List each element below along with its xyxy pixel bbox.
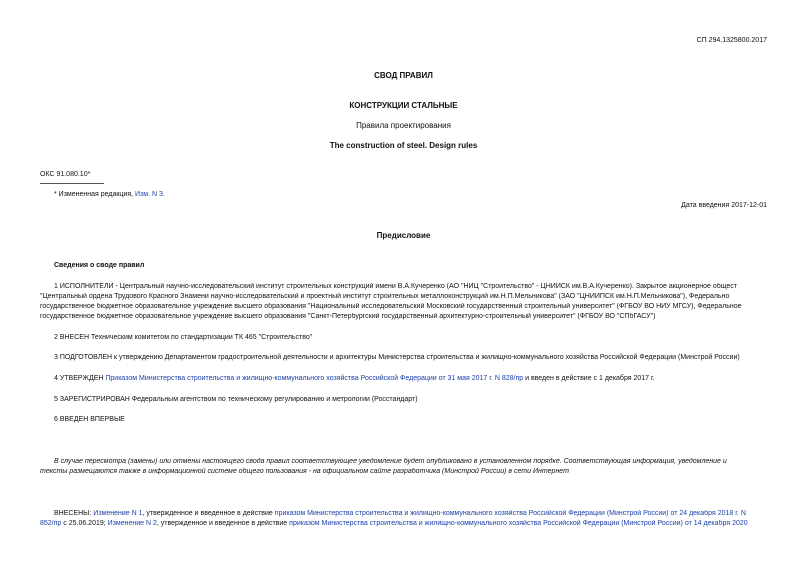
document-title: КОНСТРУКЦИИ СТАЛЬНЫЕ bbox=[349, 101, 458, 110]
change-1-date: с 25.06.2019; bbox=[63, 520, 106, 527]
intro-date: Дата введения 2017-12-01 bbox=[681, 202, 767, 209]
notice-line-1: В случае пересмотра (замены) или отмены настоящего свода правил соответствующее уведомление будет опубликовано в установленном порядке. Соответствующая информация, уведомление и bbox=[54, 458, 727, 465]
preface-item-4 bbox=[54, 375, 655, 382]
change-2-text: , утвержденное и введенное в действие bbox=[156, 520, 288, 527]
preface-item-1-line-4: государственное бюджетное образовательное учреждение высшего образования "Санкт-Петербургский государственный архитектурно-строительный университет" (ФГБОУ ВО "СПбГАСУ") bbox=[40, 313, 656, 320]
changes-line-1 bbox=[54, 510, 770, 517]
changes-line-2 bbox=[40, 520, 770, 527]
preface-item-2: 2 ВНЕСЕН Техническим комитетом по стандартизации ТК 465 "Строительство" bbox=[54, 334, 313, 341]
item-4-order-link[interactable]: Приказом Министерства строительства и жилищно-коммунального хозяйства Российской Федерации от 31 мая 2017 г. N 828/пр bbox=[105, 375, 524, 382]
preface-item-6: 6 ВВЕДЕН ВПЕРВЫЕ bbox=[54, 416, 125, 423]
change-2-order-link[interactable]: приказом Министерства строительства и жилищно-коммунального хозяйства Российской Федерации (Минстрой России) от 14 декабря 2020 bbox=[289, 520, 748, 527]
change-1-text: , утвержденное и введенное в действие bbox=[142, 510, 273, 517]
footnote-prefix: * Измененная редакция, bbox=[54, 191, 134, 198]
footnote-link[interactable]: Изм. N 3 bbox=[135, 191, 163, 198]
preface-item-5: 5 ЗАРЕГИСТРИРОВАН Федеральным агентством по техническому регулированию и метрологии (Росстандарт) bbox=[54, 396, 418, 403]
notice-line-2: тексты размещаются также в информационной системе общего пользования - на официальном сайте разработчика (Минстрой России) в сети Интернет bbox=[40, 468, 569, 475]
preface-heading: Предисловие bbox=[376, 231, 431, 240]
info-heading: Сведения о своде правил bbox=[54, 262, 145, 269]
change-1-order-link[interactable]: приказом Министерства строительства и жилищно-коммунального хозяйства Российской Федерации (Минстрой России) от 24 декабря 2018 г. N bbox=[274, 510, 746, 517]
doc-code: СП 294.1325800.2017 bbox=[696, 37, 767, 44]
changes-label: ВНЕСЕНЫ: bbox=[54, 510, 92, 517]
preface-item-3: 3 ПОДГОТОВЛЕН к утверждению Департаментом градостроительной деятельности и архитектуры Министерства строительства и жилищно-коммунального хозяйства Российской Федерации (Минстрой России) bbox=[54, 354, 740, 361]
item-4-prefix: 4 УТВЕРЖДЕН bbox=[54, 375, 104, 382]
document-subtitle-en: The construction of steel. Design rules bbox=[329, 141, 478, 150]
preface-item-1-line-1: 1 ИСПОЛНИТЕЛИ - Центральный научно-исследовательский институт строительных конструкций имени В.А.Кучеренко (АО "НИЦ "Строительство" - ЦНИИСК им.В.А.Кучеренко). Закрытое акционерное общест bbox=[54, 283, 738, 290]
footnote bbox=[54, 191, 165, 198]
change-1-link[interactable]: Изменение N 1 bbox=[93, 510, 143, 517]
footnote-suffix: . bbox=[162, 191, 165, 198]
document-subtitle: Правила проектирования bbox=[356, 121, 451, 130]
preface-item-1-line-3: государственное бюджетное образовательное учреждение высшего образования "Национальный исследовательский Московский государственный строительный университет" (ФГБОУ ВО НИУ МГСУ), Федеральное bbox=[40, 303, 742, 310]
item-4-suffix: и введен в действие с 1 декабря 2017 г. bbox=[525, 375, 655, 382]
preface-item-1-line-2: "Центральный ордена Трудового Красного Знамени научно-исследовательский и проектный институт строительных металлоконструкций им.Н.П.Мельникова" (ЗАО "ЦНИИПСК им.Н.П.Мельникова"), Федерально bbox=[40, 293, 730, 300]
change-2-link[interactable]: Изменение N 2 bbox=[107, 520, 157, 527]
footnote-divider bbox=[40, 183, 104, 184]
change-1-order-link-cont[interactable]: 852/пр bbox=[40, 520, 62, 527]
document-kind: СВОД ПРАВИЛ bbox=[374, 71, 433, 80]
oks-code: ОКС 91.080.10* bbox=[40, 171, 91, 178]
